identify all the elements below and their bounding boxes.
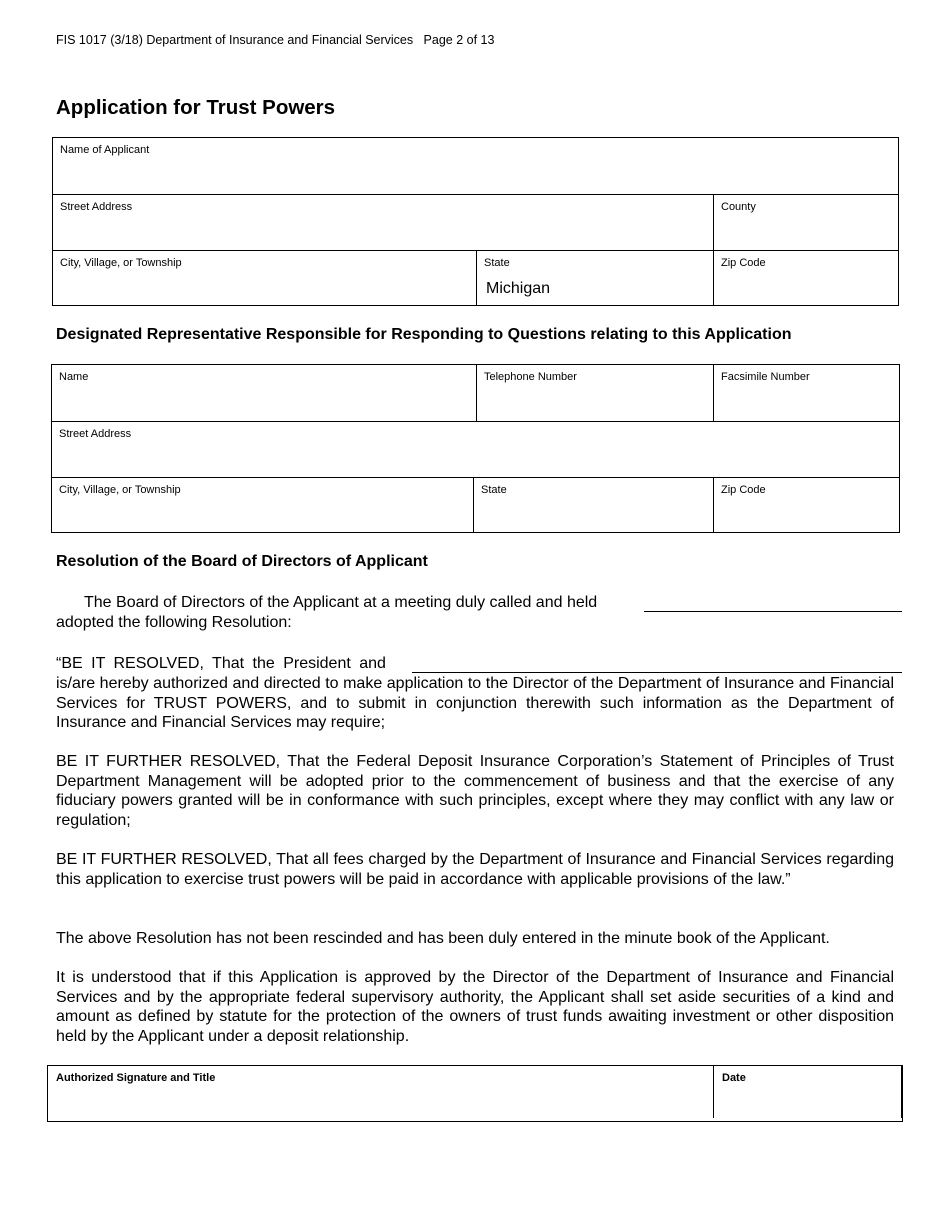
rep-zip-field[interactable]	[713, 478, 899, 532]
rep-name-label: Name	[59, 371, 89, 383]
resolved-start: “BE IT RESOLVED, That the President and	[56, 655, 386, 672]
rep-state-label: State	[481, 484, 507, 496]
resolved-rest: is/are hereby authorized and directed to make application to the Director of the Department of Insurance and Financial Services for TRUST POWERS, and to submit in conjunction therewith such information as the Department of Insurance and Financial Services may require;	[56, 675, 894, 731]
rep-phone-label: Telephone Number	[484, 371, 577, 383]
resolution-intro-line2: adopted the following Resolution:	[56, 614, 292, 631]
authorized-signature-field[interactable]	[48, 1066, 713, 1121]
resolution-heading: Resolution of the Board of Directors of Applicant	[56, 553, 428, 570]
applicant-grid	[52, 137, 899, 306]
representative-grid	[51, 364, 900, 533]
applicant-city-field[interactable]	[53, 251, 476, 305]
applicant-county-label: County	[721, 201, 756, 213]
rep-phone-field[interactable]	[476, 365, 713, 421]
applicant-zip-label: Zip Code	[721, 257, 766, 269]
applicant-city-label: City, Village, or Township	[60, 257, 182, 269]
rep-city-field[interactable]	[52, 478, 473, 532]
applicant-name-field[interactable]	[53, 138, 898, 194]
rep-street-label: Street Address	[59, 428, 132, 440]
applicant-zip-field[interactable]	[713, 251, 898, 305]
rep-name-field[interactable]	[52, 365, 476, 421]
not-rescinded-statement: The above Resolution has not been rescinded and has been duly entered in the minute book of the Applicant.	[56, 930, 830, 947]
rep-zip-label: Zip Code	[721, 484, 766, 496]
rep-street-field[interactable]	[52, 422, 899, 477]
form-header: FIS 1017 (3/18) Department of Insurance and Financial Services Page 2 of 13	[56, 33, 495, 47]
representative-heading: Designated Representative Responsible for Responding to Questions relating to this Application	[56, 326, 792, 343]
signature-date-field[interactable]	[713, 1066, 902, 1118]
applicant-state-label: State	[484, 257, 510, 269]
rep-city-label: City, Village, or Township	[59, 484, 181, 496]
further-resolved-2: BE IT FURTHER RESOLVED, That all fees charged by the Department of Insurance and Financial Services regarding this application to exercise trust powers will be paid in accordance with applicable provisions of the law.”	[56, 851, 894, 888]
applicant-street-label: Street Address	[60, 201, 133, 213]
signature-date-label: Date	[722, 1072, 746, 1084]
applicant-state-value: Michigan	[486, 280, 551, 297]
applicant-state-field[interactable]	[476, 251, 713, 305]
meeting-date-blank[interactable]	[644, 611, 902, 612]
authorized-signature-label: Authorized Signature and Title	[56, 1072, 216, 1084]
applicant-county-field[interactable]	[713, 195, 898, 250]
page-title: Application for Trust Powers	[56, 96, 336, 119]
understood-statement: It is understood that if this Application is approved by the Director of the Department of Insurance and Financial Services and by the appropriate federal supervisory authority, the Applicant shall set aside securities of a kind and amount as defined by statute for the protection of the owners of trust funds awaiting investment or other disposition held by the Applicant under a deposit relationship.	[56, 969, 894, 1045]
applicant-name-label: Name of Applicant	[60, 144, 150, 156]
rep-fax-field[interactable]	[713, 365, 899, 421]
resolution-intro-line1: The Board of Directors of the Applicant at a meeting duly called and held	[84, 594, 598, 611]
further-resolved-1: BE IT FURTHER RESOLVED, That the Federal Deposit Insurance Corporation’s Statement of Principles of Trust Department Management will be adopted prior to the commencement of business and that the exercise of any fiduciary powers granted will be in conformance with such principles, except where they may conflict with any law or regulation;	[56, 753, 894, 829]
rep-state-field[interactable]	[473, 478, 713, 532]
applicant-street-field[interactable]	[53, 195, 713, 250]
signature-grid	[47, 1065, 903, 1122]
officer-names-blank[interactable]	[412, 672, 902, 673]
rep-fax-label: Facsimile Number	[721, 371, 810, 383]
